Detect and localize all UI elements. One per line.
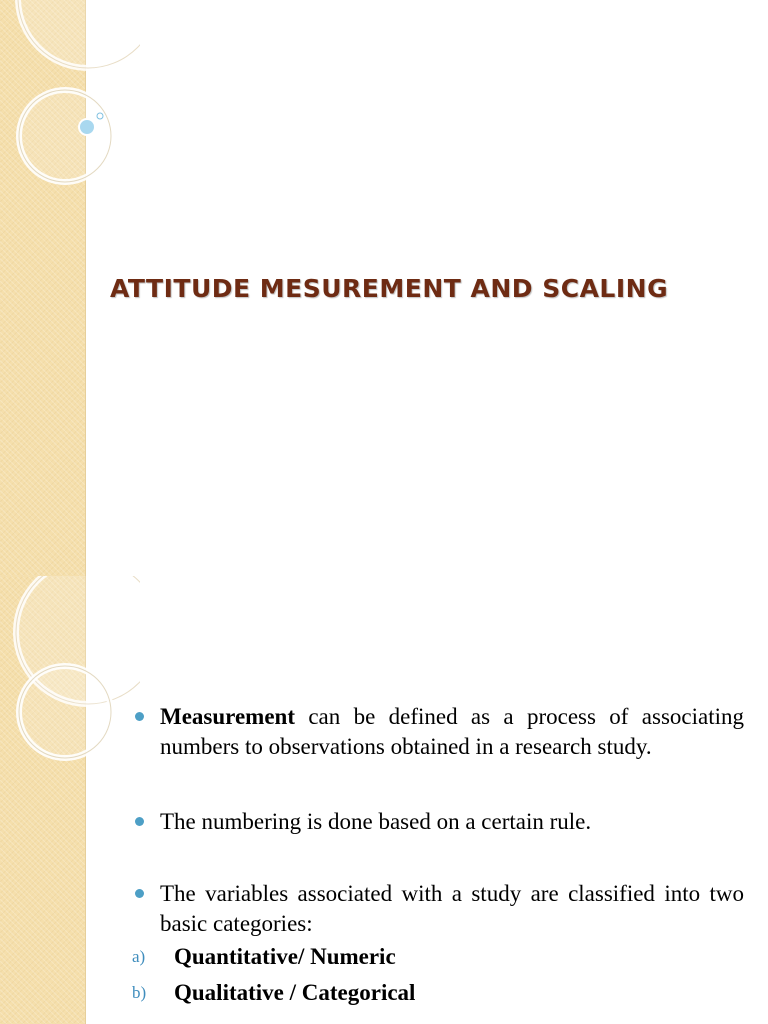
sub-item-qualitative	[132, 975, 744, 1011]
bullet-text: The numbering is done based on a certain rule.	[160, 809, 592, 834]
bullet-dot-icon	[135, 889, 144, 898]
sub-item-label: Quantitative/ Numeric	[174, 944, 396, 969]
bubble-icon	[97, 113, 103, 119]
bullet-lead-term: Measurement	[160, 704, 295, 729]
bullet-text: The variables associated with a study are classified into two basic categories:	[160, 881, 744, 936]
sub-item-marker: b)	[132, 983, 147, 1002]
bullet-text: can be defined as a process of associating numbers to observations obtained in a research study.	[160, 704, 744, 759]
bullet-list	[132, 702, 744, 1011]
bullet-measurement-definition	[132, 702, 744, 762]
ring-decoration-icon	[0, 576, 140, 776]
bullet-dot-icon	[135, 817, 144, 826]
content-slide	[0, 576, 768, 1024]
slide-title: ATTITUDE MESUREMENT AND SCALING	[110, 274, 669, 303]
bubble-icon	[79, 119, 95, 135]
sub-item-quantitative	[132, 939, 744, 975]
sub-item-label: Qualitative / Categorical	[174, 980, 416, 1005]
bullet-dot-icon	[135, 712, 144, 721]
bullet-variable-categories	[132, 879, 744, 939]
sub-item-marker: a)	[132, 947, 146, 966]
bullet-numbering-rule	[132, 807, 744, 837]
ring-decoration-icon	[0, 0, 140, 200]
